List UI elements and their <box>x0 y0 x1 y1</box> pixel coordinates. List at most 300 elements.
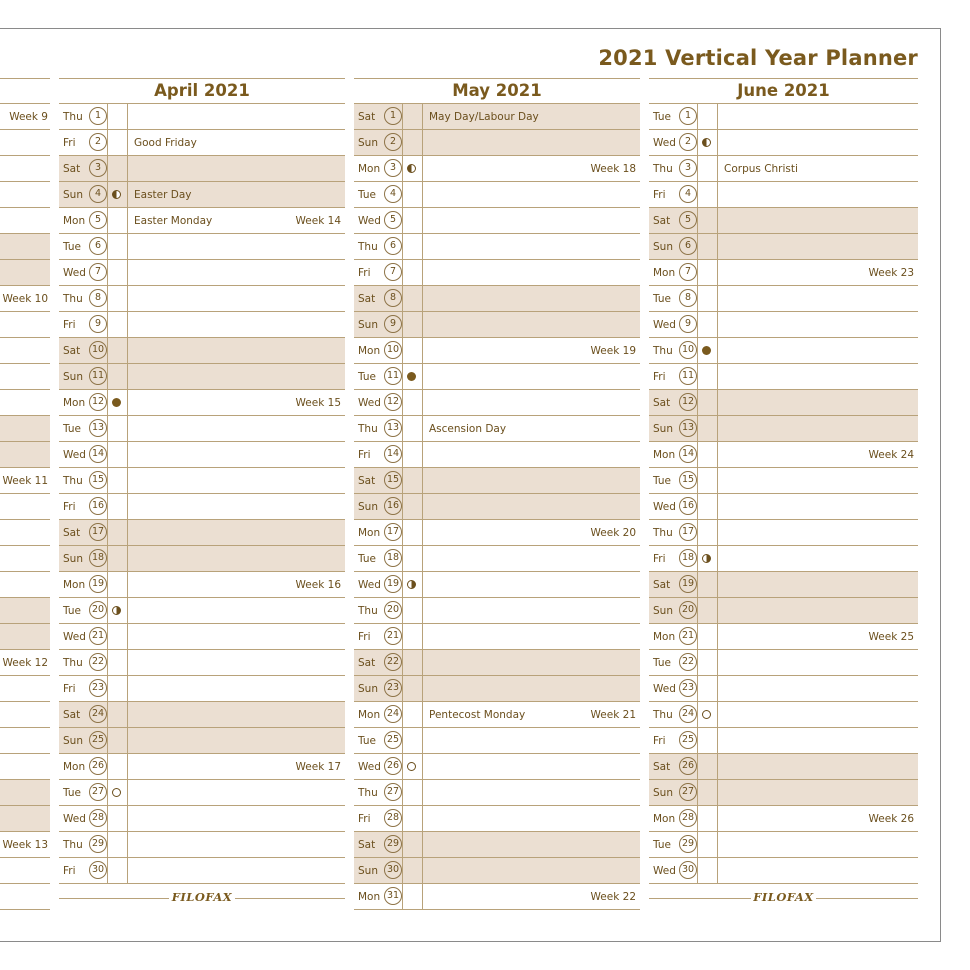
month-footer <box>649 884 918 910</box>
holiday-label: Easter Day <box>134 189 192 201</box>
column-divider <box>717 286 718 311</box>
day-row[interactable] <box>354 312 640 338</box>
column-divider <box>422 468 423 493</box>
column-divider <box>717 234 718 259</box>
day-row[interactable] <box>59 520 345 546</box>
day-row[interactable] <box>59 234 345 260</box>
day-number: 23 <box>679 679 697 697</box>
month-header: May 2021 <box>354 78 640 104</box>
day-of-week: Fri <box>63 865 76 877</box>
column-divider <box>717 416 718 441</box>
day-row[interactable] <box>649 442 918 468</box>
column-divider <box>697 286 698 311</box>
column-divider <box>127 468 128 493</box>
column-divider <box>402 676 403 701</box>
day-number: 30 <box>384 861 402 879</box>
day-row[interactable] <box>59 650 345 676</box>
column-divider <box>402 260 403 285</box>
day-number: 2 <box>679 133 697 151</box>
day-row[interactable] <box>59 728 345 754</box>
day-number: 17 <box>384 523 402 541</box>
day-row[interactable] <box>354 520 640 546</box>
day-row[interactable] <box>354 754 640 780</box>
day-row[interactable] <box>649 572 918 598</box>
day-row[interactable] <box>354 286 640 312</box>
day-row[interactable] <box>649 598 918 624</box>
day-of-week: Sat <box>63 709 81 721</box>
day-of-week: Thu <box>653 163 673 175</box>
column-divider <box>127 546 128 571</box>
day-number: 4 <box>384 185 402 203</box>
month-column-may <box>354 78 640 910</box>
column-divider <box>127 494 128 519</box>
column-divider <box>107 468 108 493</box>
day-row[interactable] <box>649 468 918 494</box>
day-number: 22 <box>89 653 107 671</box>
column-divider <box>107 286 108 311</box>
day-number: 25 <box>89 731 107 749</box>
month-header: April 2021 <box>59 78 345 104</box>
day-of-week: Thu <box>63 657 83 669</box>
day-number: 4 <box>679 185 697 203</box>
column-divider <box>127 832 128 857</box>
day-row[interactable] <box>59 702 345 728</box>
column-divider <box>717 390 718 415</box>
day-number: 14 <box>679 445 697 463</box>
day-row[interactable] <box>649 520 918 546</box>
day-row[interactable] <box>354 884 640 910</box>
column-divider <box>107 156 108 181</box>
day-row[interactable] <box>649 338 918 364</box>
day-number: 27 <box>679 783 697 801</box>
column-divider <box>107 442 108 467</box>
day-of-week: Mon <box>653 813 676 825</box>
column-divider <box>422 520 423 545</box>
column-divider <box>402 572 403 597</box>
day-row[interactable] <box>354 832 640 858</box>
planner-title: 2021 Vertical Year Planner <box>598 46 918 70</box>
day-of-week: Sat <box>63 527 81 539</box>
day-row[interactable] <box>354 468 640 494</box>
day-row[interactable] <box>354 260 640 286</box>
day-number: 7 <box>89 263 107 281</box>
day-number: 31 <box>384 887 402 905</box>
column-divider <box>127 598 128 623</box>
day-row[interactable] <box>354 676 640 702</box>
day-row[interactable] <box>354 728 640 754</box>
day-of-week: Tue <box>653 475 671 487</box>
day-row[interactable] <box>354 442 640 468</box>
column-divider <box>422 286 423 311</box>
day-row[interactable] <box>59 442 345 468</box>
day-number: 21 <box>384 627 402 645</box>
column-divider <box>697 520 698 545</box>
day-of-week: Sat <box>358 475 376 487</box>
week-number: Week 25 <box>868 631 914 643</box>
column-divider <box>107 572 108 597</box>
day-number: 29 <box>384 835 402 853</box>
day-of-week: Thu <box>358 787 378 799</box>
previous-month-row <box>0 338 50 364</box>
day-row[interactable] <box>354 364 640 390</box>
day-number: 12 <box>89 393 107 411</box>
holiday-label: May Day/Labour Day <box>429 111 539 123</box>
day-number: 30 <box>89 861 107 879</box>
column-divider <box>107 104 108 129</box>
day-of-week: Sun <box>358 319 378 331</box>
column-divider <box>697 676 698 701</box>
day-row[interactable] <box>59 182 345 208</box>
column-divider <box>127 156 128 181</box>
day-of-week: Mon <box>358 527 381 539</box>
day-row[interactable] <box>649 780 918 806</box>
day-row[interactable] <box>354 650 640 676</box>
day-row[interactable] <box>649 832 918 858</box>
column-divider <box>717 468 718 493</box>
day-row[interactable] <box>649 650 918 676</box>
column-divider <box>697 312 698 337</box>
day-row[interactable] <box>649 286 918 312</box>
first-moon-icon <box>702 554 711 563</box>
day-row[interactable] <box>59 416 345 442</box>
column-divider <box>107 780 108 805</box>
day-number: 9 <box>89 315 107 333</box>
column-divider <box>107 182 108 207</box>
day-number: 3 <box>384 159 402 177</box>
day-row[interactable] <box>649 104 918 130</box>
week-number: Week 20 <box>590 527 636 539</box>
day-row[interactable] <box>354 780 640 806</box>
day-row[interactable] <box>354 182 640 208</box>
day-number: 2 <box>89 133 107 151</box>
column-divider <box>402 468 403 493</box>
day-row[interactable] <box>354 390 640 416</box>
day-of-week: Fri <box>63 319 76 331</box>
day-row[interactable] <box>59 858 345 884</box>
column-divider <box>402 520 403 545</box>
column-divider <box>107 416 108 441</box>
day-of-week: Wed <box>63 631 86 643</box>
day-number: 20 <box>89 601 107 619</box>
column-divider <box>107 546 108 571</box>
day-of-week: Thu <box>63 475 83 487</box>
column-divider <box>107 676 108 701</box>
column-divider <box>717 858 718 883</box>
day-of-week: Tue <box>358 371 376 383</box>
day-of-week: Fri <box>358 813 371 825</box>
day-number: 17 <box>679 523 697 541</box>
month-header: June 2021 <box>649 78 918 104</box>
day-row[interactable] <box>354 104 640 130</box>
day-number: 14 <box>384 445 402 463</box>
column-divider <box>402 234 403 259</box>
column-divider <box>402 286 403 311</box>
filofax-logo: FILOFAX <box>171 890 233 904</box>
week-number: Week 18 <box>590 163 636 175</box>
day-row[interactable] <box>59 494 345 520</box>
previous-month-row <box>0 364 50 390</box>
day-of-week: Mon <box>358 163 381 175</box>
column-divider <box>697 546 698 571</box>
day-of-week: Wed <box>653 865 676 877</box>
day-row[interactable] <box>59 546 345 572</box>
day-number: 11 <box>384 367 402 385</box>
day-row[interactable] <box>59 104 345 130</box>
day-row[interactable] <box>59 338 345 364</box>
day-row[interactable] <box>59 806 345 832</box>
day-row[interactable] <box>59 130 345 156</box>
day-row[interactable] <box>649 702 918 728</box>
day-row[interactable] <box>649 858 918 884</box>
day-row[interactable] <box>649 546 918 572</box>
day-row[interactable] <box>59 286 345 312</box>
month-column-april <box>59 78 345 910</box>
day-number: 18 <box>679 549 697 567</box>
day-of-week: Fri <box>653 189 666 201</box>
day-row[interactable] <box>649 416 918 442</box>
day-number: 5 <box>384 211 402 229</box>
day-of-week: Mon <box>63 579 86 591</box>
day-number: 1 <box>89 107 107 125</box>
column-divider <box>402 338 403 363</box>
day-number: 15 <box>384 471 402 489</box>
previous-month-row <box>0 546 50 572</box>
day-row[interactable] <box>59 676 345 702</box>
new-moon-icon <box>112 398 121 407</box>
previous-month-row <box>0 156 50 182</box>
column-divider <box>697 858 698 883</box>
day-row[interactable] <box>649 312 918 338</box>
week-number: Week 26 <box>868 813 914 825</box>
column-divider <box>107 520 108 545</box>
column-divider <box>402 312 403 337</box>
column-divider <box>107 728 108 753</box>
day-row[interactable] <box>59 312 345 338</box>
column-divider <box>422 416 423 441</box>
day-of-week: Wed <box>63 813 86 825</box>
column-divider <box>127 130 128 155</box>
day-row[interactable] <box>649 260 918 286</box>
previous-month-row <box>0 598 50 624</box>
day-of-week: Fri <box>63 137 76 149</box>
column-divider <box>717 598 718 623</box>
day-row[interactable] <box>649 364 918 390</box>
day-row[interactable] <box>354 208 640 234</box>
column-divider <box>402 364 403 389</box>
column-divider <box>127 572 128 597</box>
day-number: 19 <box>89 575 107 593</box>
day-of-week: Mon <box>358 709 381 721</box>
column-divider <box>717 702 718 727</box>
day-of-week: Fri <box>653 735 666 747</box>
previous-month-row <box>0 442 50 468</box>
column-divider <box>697 572 698 597</box>
day-row[interactable] <box>649 182 918 208</box>
day-row[interactable] <box>354 130 640 156</box>
column-divider <box>402 208 403 233</box>
column-divider <box>717 260 718 285</box>
column-divider <box>402 832 403 857</box>
day-number: 6 <box>89 237 107 255</box>
column-divider <box>422 858 423 883</box>
previous-month-row <box>0 104 50 130</box>
day-number: 28 <box>89 809 107 827</box>
day-of-week: Mon <box>358 891 381 903</box>
day-row[interactable] <box>354 338 640 364</box>
column-divider <box>127 260 128 285</box>
day-row[interactable] <box>649 754 918 780</box>
day-row[interactable] <box>354 156 640 182</box>
day-row[interactable] <box>649 806 918 832</box>
day-of-week: Mon <box>653 631 676 643</box>
day-row[interactable] <box>649 494 918 520</box>
day-row[interactable] <box>59 780 345 806</box>
day-row[interactable] <box>649 234 918 260</box>
day-of-week: Sun <box>653 241 673 253</box>
day-row[interactable] <box>354 546 640 572</box>
day-of-week: Tue <box>63 605 81 617</box>
column-divider <box>127 182 128 207</box>
day-row[interactable] <box>354 624 640 650</box>
day-row[interactable] <box>649 130 918 156</box>
day-row[interactable] <box>59 572 345 598</box>
week-number: Week 12 <box>2 657 48 669</box>
day-of-week: Wed <box>358 579 381 591</box>
column-divider <box>402 156 403 181</box>
new-moon-icon <box>702 346 711 355</box>
day-row[interactable] <box>59 260 345 286</box>
day-row[interactable] <box>354 702 640 728</box>
day-row[interactable] <box>649 390 918 416</box>
previous-month-row <box>0 702 50 728</box>
day-row[interactable] <box>649 728 918 754</box>
day-of-week: Fri <box>653 371 666 383</box>
day-row[interactable] <box>354 572 640 598</box>
column-divider <box>717 650 718 675</box>
column-divider <box>697 338 698 363</box>
column-divider <box>422 754 423 779</box>
column-divider <box>127 338 128 363</box>
day-row[interactable] <box>649 156 918 182</box>
day-number: 10 <box>89 341 107 359</box>
column-divider <box>127 234 128 259</box>
column-divider <box>697 234 698 259</box>
day-of-week: Mon <box>358 345 381 357</box>
day-row[interactable] <box>59 364 345 390</box>
day-row[interactable] <box>354 858 640 884</box>
day-number: 16 <box>679 497 697 515</box>
previous-month-row <box>0 728 50 754</box>
column-divider <box>107 208 108 233</box>
column-divider <box>107 364 108 389</box>
column-divider <box>717 130 718 155</box>
column-divider <box>107 754 108 779</box>
day-row[interactable] <box>354 416 640 442</box>
day-number: 22 <box>679 653 697 671</box>
day-of-week: Fri <box>63 501 76 513</box>
previous-month-row <box>0 416 50 442</box>
day-number: 26 <box>679 757 697 775</box>
day-row[interactable] <box>354 494 640 520</box>
day-row[interactable] <box>59 208 345 234</box>
day-row[interactable] <box>649 208 918 234</box>
day-row[interactable] <box>59 754 345 780</box>
day-number: 23 <box>384 679 402 697</box>
column-divider <box>422 312 423 337</box>
column-divider <box>107 338 108 363</box>
day-of-week: Sat <box>653 397 671 409</box>
column-divider <box>127 702 128 727</box>
column-divider <box>402 754 403 779</box>
day-row[interactable] <box>649 676 918 702</box>
column-divider <box>717 546 718 571</box>
day-row[interactable] <box>59 598 345 624</box>
day-number: 10 <box>679 341 697 359</box>
day-of-week: Wed <box>63 267 86 279</box>
day-row[interactable] <box>354 806 640 832</box>
day-number: 25 <box>679 731 697 749</box>
week-number: Week 15 <box>295 397 341 409</box>
day-of-week: Mon <box>653 449 676 461</box>
week-number: Week 16 <box>295 579 341 591</box>
column-divider <box>107 260 108 285</box>
column-divider <box>127 312 128 337</box>
day-number: 8 <box>384 289 402 307</box>
column-divider <box>697 442 698 467</box>
column-divider <box>717 780 718 805</box>
day-of-week: Sat <box>63 345 81 357</box>
column-divider <box>127 442 128 467</box>
day-of-week: Thu <box>63 293 83 305</box>
column-divider <box>697 416 698 441</box>
column-divider <box>402 806 403 831</box>
day-row[interactable] <box>354 234 640 260</box>
day-row[interactable] <box>59 468 345 494</box>
day-number: 11 <box>679 367 697 385</box>
last-moon-icon <box>407 164 416 173</box>
day-row[interactable] <box>354 598 640 624</box>
day-row[interactable] <box>649 624 918 650</box>
column-divider <box>107 234 108 259</box>
day-of-week: Wed <box>358 761 381 773</box>
day-row[interactable] <box>59 832 345 858</box>
day-row[interactable] <box>59 624 345 650</box>
column-divider <box>402 494 403 519</box>
day-of-week: Tue <box>653 111 671 123</box>
column-divider <box>422 390 423 415</box>
previous-month-row <box>0 286 50 312</box>
day-of-week: Wed <box>653 501 676 513</box>
day-of-week: Sun <box>358 501 378 513</box>
day-of-week: Thu <box>358 423 378 435</box>
column-divider <box>127 676 128 701</box>
day-row[interactable] <box>59 390 345 416</box>
day-row[interactable] <box>59 156 345 182</box>
column-divider <box>422 676 423 701</box>
day-of-week: Sun <box>653 787 673 799</box>
column-divider <box>717 676 718 701</box>
column-divider <box>107 312 108 337</box>
day-of-week: Mon <box>63 397 86 409</box>
day-number: 20 <box>384 601 402 619</box>
column-divider <box>422 260 423 285</box>
column-divider <box>697 390 698 415</box>
day-number: 8 <box>679 289 697 307</box>
previous-month-row <box>0 520 50 546</box>
previous-month-row <box>0 494 50 520</box>
day-number: 19 <box>384 575 402 593</box>
day-of-week: Sun <box>358 865 378 877</box>
